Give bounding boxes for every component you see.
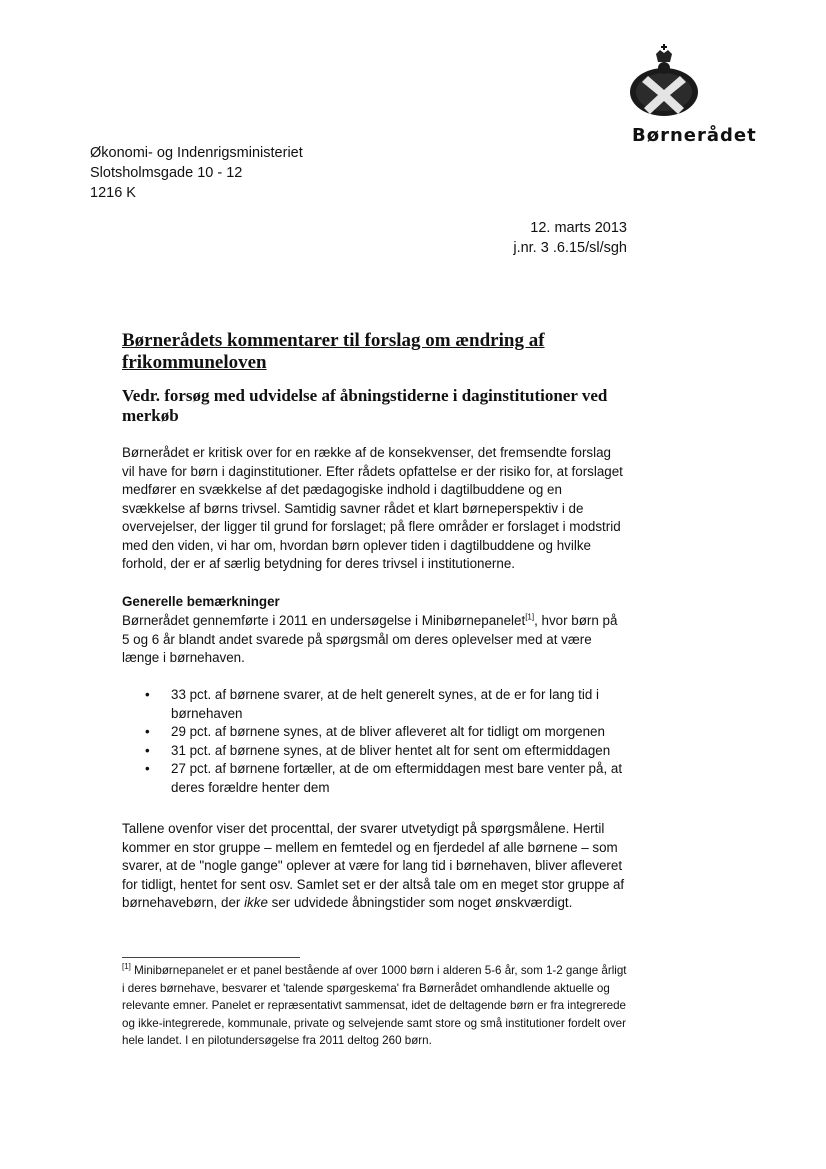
document-title: Børnerådets kommentarer til forslag om ændring af frikommuneloven	[122, 330, 545, 373]
section-heading: Generelle bemærkninger	[122, 594, 280, 609]
conclusion-text-after: ser udvidede åbningstider som noget ønskværdigt.	[267, 895, 573, 910]
footnote	[122, 962, 630, 1050]
conclusion-paragraph	[122, 820, 627, 913]
letter-date: 12. marts 2013	[530, 220, 627, 236]
recipient-street: Slotsholmsgade 10 - 12	[90, 165, 243, 181]
list-item: • 33 pct. af børnene svarer, at de helt generelt synes, at de er for lang tid i børnehaven	[146, 686, 627, 723]
journal-number: j.nr. 3 .6.15/sl/sgh	[513, 240, 627, 256]
letter-meta	[513, 218, 627, 258]
document-subtitle: Vedr. forsøg med udvidelse af åbningstiderne i daginstitutioner ved merkøb	[122, 386, 608, 425]
footnote-marker: [1]	[122, 962, 131, 972]
intro-paragraph: Børnerådet er kritisk over for en række af de konsekvenser, det fremsendte forslag vil have for børn i daginstitutioner. Efter rådets opfattelse er der risiko for, at forslaget medfører en svækkelse af det pædagogiske indhold i dagtilbuddene og en svækkelse af børns trivsel. Samtidig savner rådet et klart børneperspektiv i de overvejelser, der ligger til grund for forslaget; på flere områder er forslaget i modstrid med den viden, vi har om, hvordan børn oplever tiden i dagtilbuddene og hvilke forhold, der er af særlig betydning for deres trivsel i institutionerne.	[122, 445, 623, 571]
list-item: • 27 pct. af børnene fortæller, at de om eftermiddagen mest bare venter på, at deres forældre henter dem	[146, 760, 627, 797]
recipient-postal: 1216 K	[90, 185, 136, 201]
crown-x-seal-icon	[618, 40, 708, 120]
organization-logo	[598, 40, 808, 150]
survey-paragraph	[122, 612, 627, 668]
emphasis-word: ikke	[244, 895, 268, 910]
recipient-name: Økonomi- og Indenrigsministeriet	[90, 145, 303, 161]
recipient-address	[90, 143, 303, 203]
organization-name: Børnerådet	[632, 125, 757, 146]
footnote-divider	[122, 957, 300, 958]
list-item: • 29 pct. af børnene synes, at de bliver afleveret alt for tidligt om morgenen	[146, 723, 627, 742]
footnote-reference: [1]	[525, 612, 535, 622]
conclusion-text-before: Tallene ovenfor viser det procenttal, der svarer utvetydigt på spørgsmålene. Hertil kommer en stor gruppe – mellem en femtedel og en fjerdedel af alle børnene – som svarer, at de "nogle gange" oplever at være for lang tid i børnehaven, bliver afleveret for tidligt, hentet for sent osv. Samlet set er der altså tale om en meget stor gruppe af børnehavebørn, der	[122, 821, 625, 910]
survey-text-after: , hvor børn på 5 og 6 år blandt andet svarede på spørgsmål om deres oplevelser med at være længe i børnehaven.	[122, 613, 618, 665]
survey-text-before: Børnerådet gennemførte i 2011 en undersøgelse i Minibørnepanelet	[122, 613, 526, 628]
footnote-text: Minibørnepanelet er et panel bestående af over 1000 børn i alderen 5-6 år, som 1-2 gange årligt i deres børnehave, besvarer et 'talende spørgeskema' fra Børnerådet omhandlende aktuelle og relevante emner. Panelet er repræsentativt sammensat, idet de deltagende børn er fra integrerede og ikke-integrerede, kommunale, private og selvejende samt store og små institutioner fordelt over hele landet. I en pilotundersøgelse fra 2011 deltog 260 børn.	[122, 964, 627, 1047]
survey-results-list	[122, 686, 627, 797]
list-item: • 31 pct. af børnene synes, at de bliver hentet alt for sent om eftermiddagen	[146, 742, 627, 761]
